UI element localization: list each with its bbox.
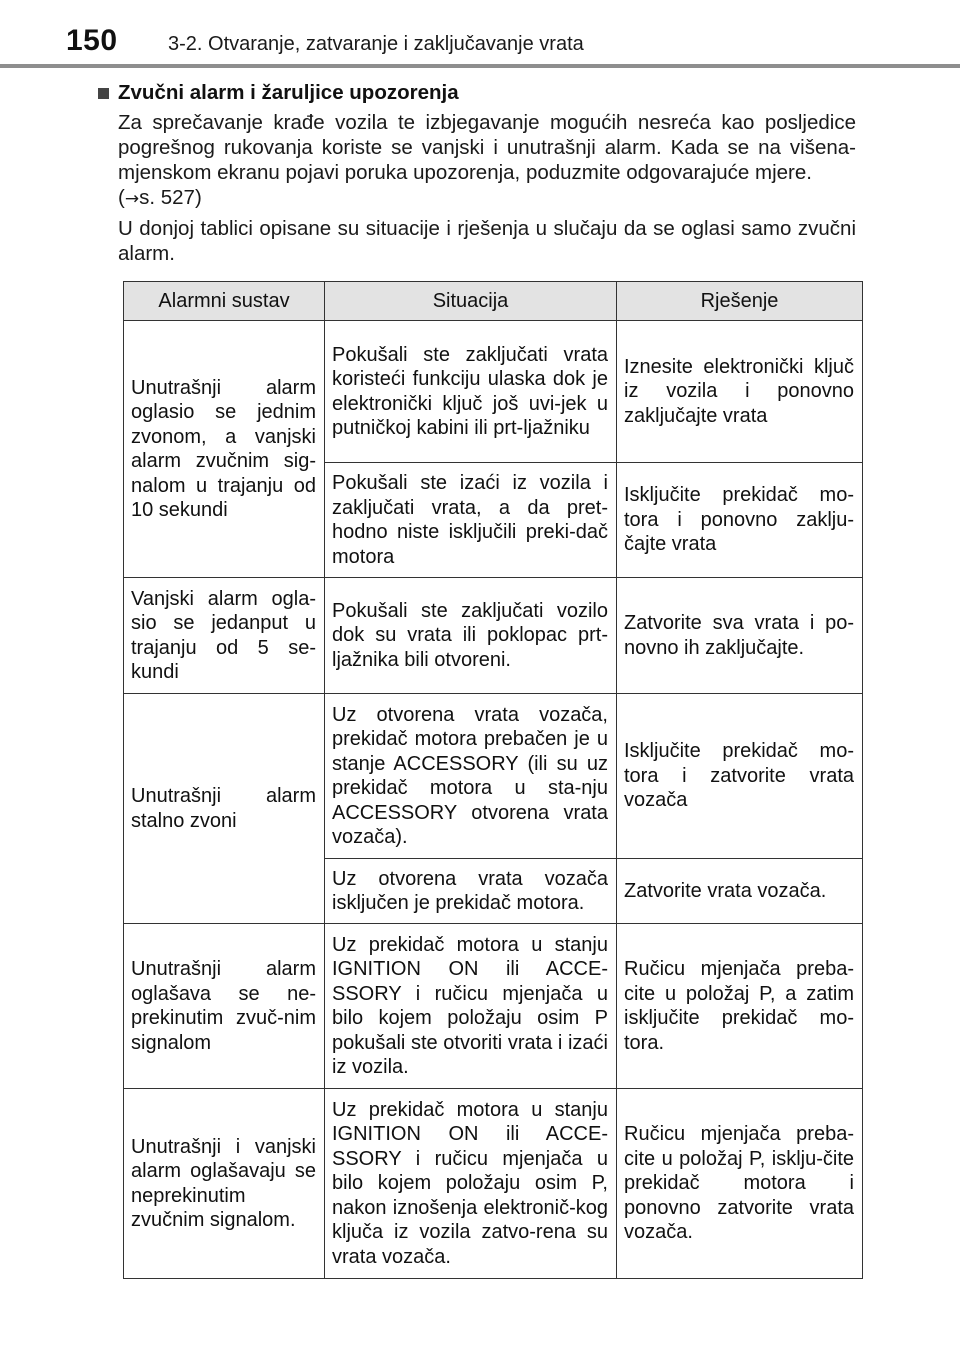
situation-cell: Uz otvorena vrata vozača isključen je prekidač motora. [325, 859, 617, 924]
solution-cell: Zatvorite vrata vozača. [617, 859, 863, 924]
table-header-row [124, 282, 863, 321]
alarm-table [123, 281, 863, 1279]
table-row [124, 321, 863, 463]
header-alarm-system: Alarmni sustav [124, 282, 325, 321]
header-situation: Situacija [325, 282, 617, 321]
alarm-system-cell: Unutrašnji alarm oglašava se ne-prekinutim zvuč-nim signalom [124, 924, 325, 1089]
page-ref-link[interactable]: s. 527 [139, 186, 195, 209]
chapter-title: 3-2. Otvaranje, zatvaranje i zaključavanje vrata [168, 33, 584, 55]
situation-cell: Uz prekidač motora u stanju IGNITION ON ili ACCE-SSORY i ručicu mjenjača u bilo kojem položaju osim P pokušali ste otvoriti vrata i izaći iz vozila. [325, 924, 617, 1089]
header-divider [0, 64, 960, 68]
situation-cell: Pokušali ste izaći iz vozila i zaključati vrata, a da pret-hodno niste isključili preki-dač motora [325, 463, 617, 578]
solution-cell: Ručicu mjenjača preba-cite u položaj P, isklju-čite prekidač motora i ponovno zatvorite vrata vozača. [617, 1089, 863, 1279]
solution-cell: Isključite prekidač mo-tora i ponovno zaklju-čajte vrata [617, 463, 863, 578]
table-row [124, 924, 863, 1089]
square-bullet-icon [98, 88, 109, 99]
table-intro-paragraph: U donjoj tablici opisane su situacije i rješenja u slučaju da se oglasi samo zvučni alarm. [118, 217, 856, 265]
alarm-system-cell: Unutrašnji alarm stalno zvoni [124, 694, 325, 924]
page-ref-arrow: → [124, 189, 140, 209]
table-row [124, 578, 863, 694]
table-row [124, 1089, 863, 1279]
header-solution: Rješenje [617, 282, 863, 321]
solution-cell: Iznesite elektronički ključ iz vozila i ponovno zaključajte vrata [617, 321, 863, 463]
table-row [124, 694, 863, 859]
solution-cell: Zatvorite sva vrata i po-novno ih zaključajte. [617, 578, 863, 694]
situation-cell: Uz otvorena vrata vozača, prekidač motora prebačen je u stanje ACCESSORY (ili su uz prekidač motora u sta-nju ACCESSORY otvorena vrata vozača). [325, 694, 617, 859]
situation-cell: Uz prekidač motora u stanju IGNITION ON ili ACCE-SSORY i ručicu mjenjača u bilo kojem položaju osim P, nakon iznošenja elektronič-kog ključa iz vozila zatvo-rena su vrata vozača. [325, 1089, 617, 1279]
situation-cell: Pokušali ste zaključati vrata koristeći funkciju ulaska dok je elektronički ključ još uvi-jek u putničkoj kabini ili prt-ljažniku [325, 321, 617, 463]
alarm-system-cell: Unutrašnji i vanjski alarm oglašavaju se neprekinutim zvučnim signalom. [124, 1089, 325, 1279]
solution-cell: Ručicu mjenjača preba-cite u položaj P, a zatim isključite prekidač mo-tora. [617, 924, 863, 1089]
intro-paragraph: Za sprečavanje krađe vozila te izbjegavanje mogućih nesreća kao posljedice pogrešnog rukovanja koriste se vanjski i unutrašnji alarm. Kada se na višena-mjenskom ekranu pojavi poruka upozorenja, poduzmite odgovarajuće mjere. (→s. 527) [118, 111, 856, 209]
intro-paragraph-text: Za sprečavanje krađe vozila te izbjegavanje mogućih nesreća kao posljedice pogrešnog rukovanja koriste se vanjski i unutrašnji alarm. Kada se na višena-mjenskom ekranu pojavi poruka upozorenja, poduzmite odgovarajuće mjere. [118, 111, 856, 184]
section-heading-text: Zvučni alarm i žaruljice upozorenja [118, 81, 459, 104]
situation-cell: Pokušali ste zaključati vozilo dok su vrata ili poklopac prt-ljažnika bili otvoreni. [325, 578, 617, 694]
alarm-system-cell: Vanjski alarm ogla-sio se jedanput u trajanju od 5 se-kundi [124, 578, 325, 694]
page-number: 150 [66, 24, 118, 57]
section-heading [98, 81, 459, 105]
solution-cell: Isključite prekidač mo-tora i zatvorite vrata vozača [617, 694, 863, 859]
alarm-system-cell: Unutrašnji alarm oglasio se jednim zvonom, a vanjski alarm zvučnim sig-nalom u trajanju od 10 sekundi [124, 321, 325, 578]
